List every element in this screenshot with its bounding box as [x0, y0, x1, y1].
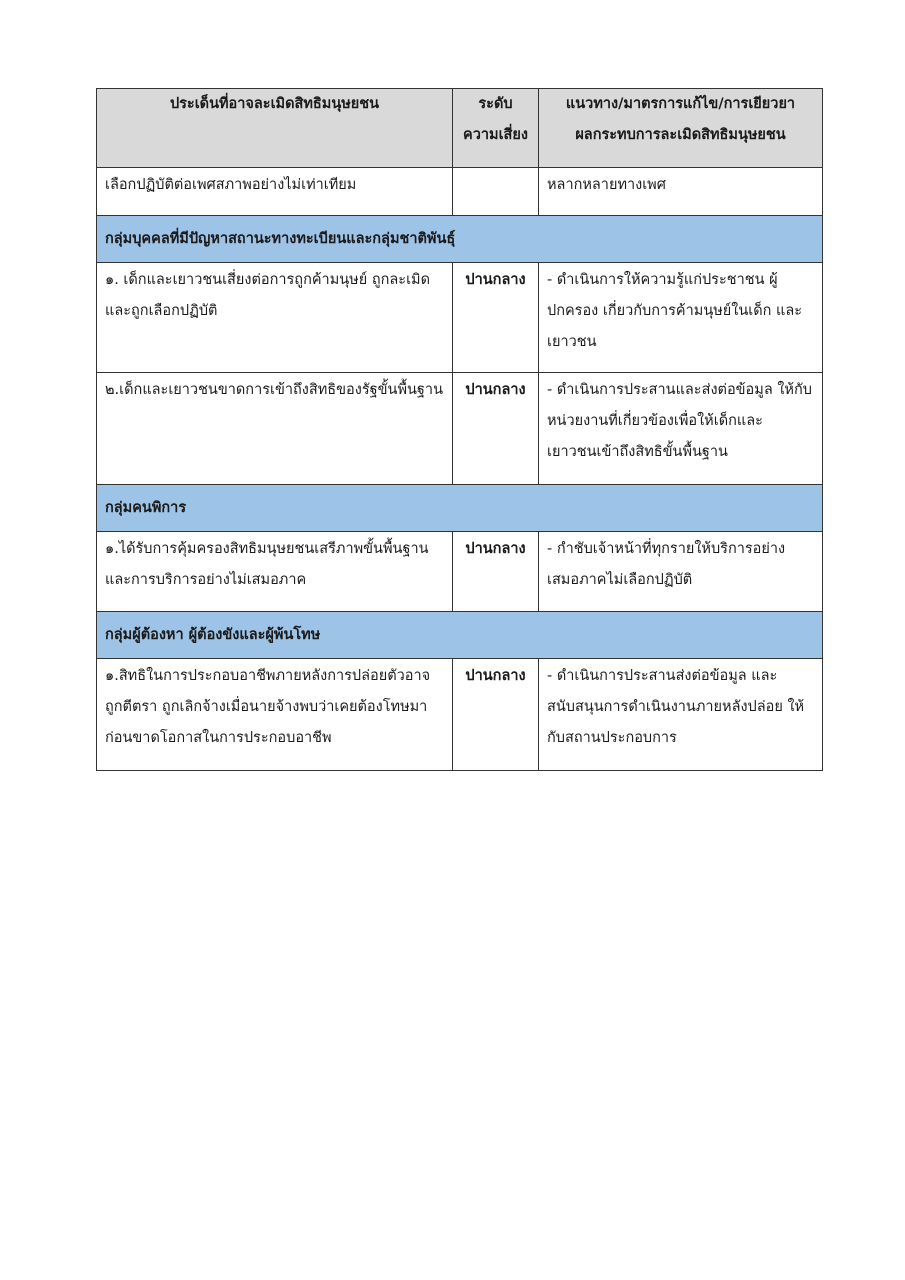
measures-text: - ดำเนินการประสานและส่งต่อข้อมูล ให้กับหน่วยงานที่เกี่ยวข้องเพื่อให้เด็กและ เยาวชนเข้าถึงสิทธิขั้นพื้นฐาน: [547, 382, 812, 460]
header-risk-level-line-1: ระดับ: [478, 96, 513, 112]
risk-level-cell: [453, 373, 539, 485]
risk-level-cell: [453, 263, 539, 373]
risk-level-text: ปานกลาง: [465, 541, 526, 557]
issue-text: ๑.สิทธิในการประกอบอาชีพภายหลังการปล่อยตัวอาจ ถูกตีตรา ถูกเลิกจ้างเมื่อนายจ้างพบว่าเคยต้องโทษมา ก่อนขาดโอกาสในการประกอบอาชีพ: [105, 668, 431, 746]
table-row: [97, 659, 823, 771]
header-issue: [97, 89, 453, 168]
table-header-row: [97, 89, 823, 168]
measures-text: หลากหลายทางเพศ: [547, 177, 666, 193]
risk-level-cell: [453, 659, 539, 771]
group-title: กลุ่มผู้ต้องหา ผู้ต้องขังและผู้พ้นโทษ: [97, 612, 823, 659]
measures-cell: [539, 659, 823, 771]
group-title: กลุ่มบุคคลที่มีปัญหาสถานะทางทะเบียนและกลุ่มชาติพันธุ์: [97, 216, 823, 263]
risk-level-cell: [453, 168, 539, 216]
group-header-row: [97, 216, 823, 263]
group-header-row: [97, 485, 823, 532]
table-row: [97, 532, 823, 612]
risk-level-text: ปานกลาง: [465, 668, 526, 684]
table-row: [97, 263, 823, 373]
table-row: [97, 373, 823, 485]
measures-text: - กำชับเจ้าหน้าที่ทุกรายให้บริการอย่าง เสมอภาคไม่เลือกปฏิบัติ: [547, 541, 786, 588]
risk-level-text: ปานกลาง: [465, 272, 526, 288]
measures-text: - ดำเนินการให้ความรู้แก่ประชาชน ผู้ปกครอง เกี่ยวกับการค้ามนุษย์ในเด็ก และเยาวชน: [547, 272, 803, 350]
measures-cell: [539, 168, 823, 216]
human-rights-risk-table: [96, 88, 823, 771]
measures-cell: [539, 373, 823, 485]
header-risk-level: [453, 89, 539, 168]
header-risk-level-line-2: ความเสี่ยง: [463, 127, 528, 143]
header-measures: [539, 89, 823, 168]
group-title: กลุ่มคนพิการ: [97, 485, 823, 532]
risk-level-text: [457, 168, 534, 170]
measures-cell: [539, 532, 823, 612]
risk-level-cell: [453, 532, 539, 612]
issue-text: ๒.เด็กและเยาวชนขาดการเข้าถึงสิทธิของรัฐขั้นพื้นฐาน: [105, 382, 443, 398]
table-row: [97, 168, 823, 216]
risk-level-text: ปานกลาง: [465, 382, 526, 398]
header-measures-line-2: ผลกระทบการละเมิดสิทธิมนุษยชน: [575, 127, 786, 143]
header-measures-line-1: แนวทาง/มาตรการแก้ไข/การเยียวยา: [565, 96, 796, 112]
header-issue-line: ประเด็นที่อาจละเมิดสิทธิมนุษยชน: [169, 96, 380, 112]
group-header-row: [97, 612, 823, 659]
issue-cell: [97, 373, 453, 485]
measures-cell: [539, 263, 823, 373]
issue-cell: [97, 659, 453, 771]
issue-cell: [97, 168, 453, 216]
measures-text: - ดำเนินการประสานส่งต่อข้อมูล และ สนับสนุนการดำเนินงานภายหลังปล่อย ให้กับสถานประกอบการ: [547, 668, 805, 746]
issue-cell: [97, 263, 453, 373]
issue-text: ๑.ได้รับการคุ้มครองสิทธิมนุษยชนเสรีภาพขั้นพื้นฐาน และการบริการอย่างไม่เสมอภาค: [105, 541, 429, 588]
issue-text: ๑. เด็กและเยาวชนเสี่ยงต่อการถูกค้ามนุษย์ ถูกละเมิด และถูกเลือกปฏิบัติ: [105, 272, 430, 319]
issue-cell: [97, 532, 453, 612]
issue-text: เลือกปฏิบัติต่อเพศสภาพอย่างไม่เท่าเทียม: [105, 177, 357, 193]
